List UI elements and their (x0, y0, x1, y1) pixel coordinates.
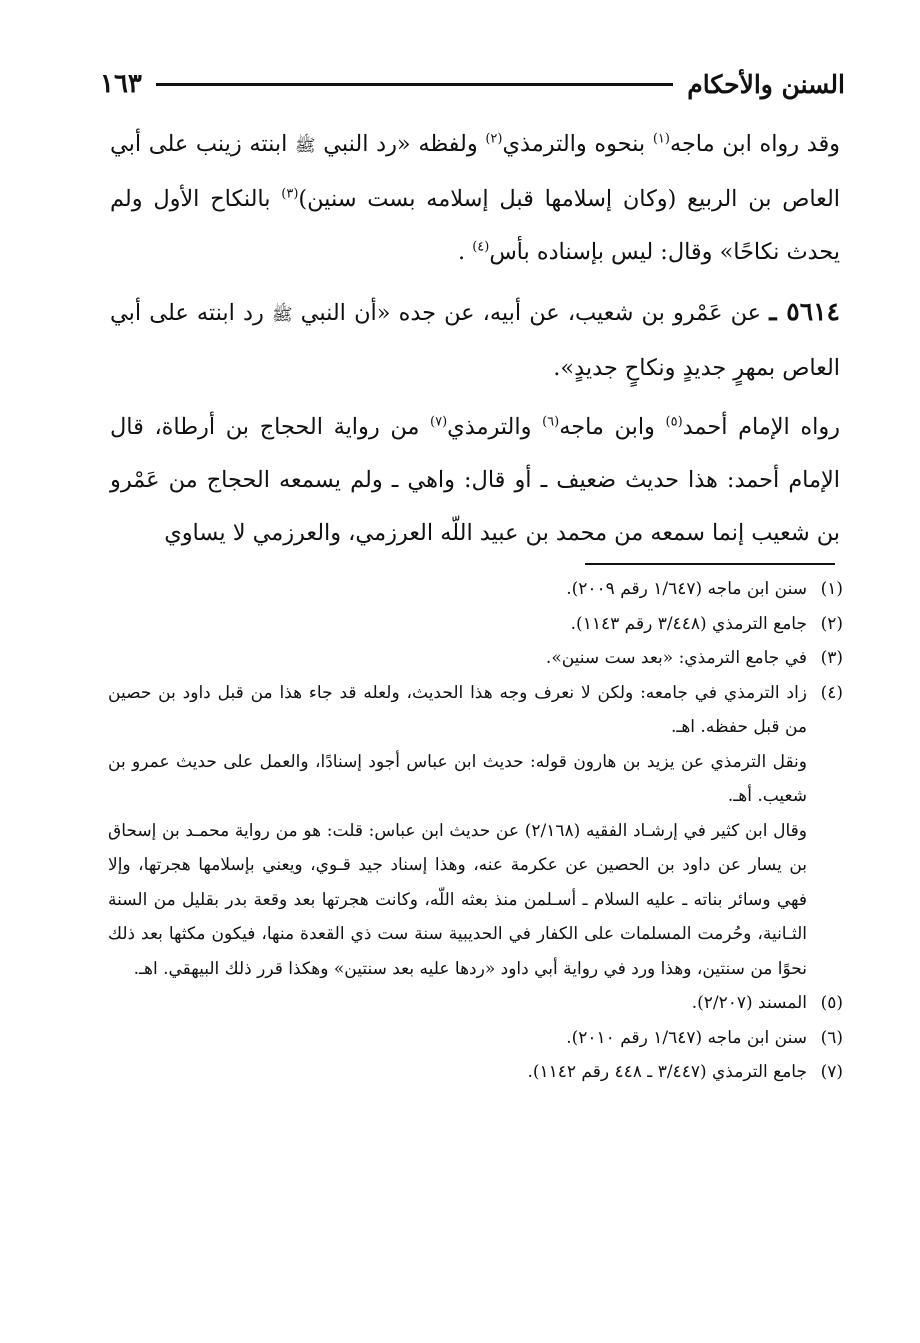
footnote-ref: (١) (652, 131, 670, 147)
footnote-ref: (٦) (542, 414, 560, 430)
footnote-continuation (108, 814, 843, 987)
hadith-number: ٥٦١٤ ـ (769, 297, 840, 326)
footnote (108, 1021, 843, 1056)
footnote-separator (585, 563, 835, 565)
text-run: رد ابنته على أبي العاص بمهرٍ جديدٍ ونكاحٍ جديدٍ». (110, 300, 840, 381)
footnote-number: (٣) (820, 648, 843, 668)
footnote-text: سنن ابن ماجه (١/٦٤٧ رقم ٢٠١٠). (566, 1027, 807, 1048)
footnote (108, 572, 843, 607)
footnote-number: (١) (820, 579, 843, 599)
footnote-text: في جامع الترمذي: «بعد ست سنين». (545, 648, 807, 668)
footnote-ref: (٥) (665, 414, 683, 430)
salawat-glyph: ﷺ (271, 305, 293, 325)
footnote (108, 607, 843, 642)
footnote-text: ونقل الترمذي عن يزيد بن هارون قوله: حديث ابن عباس أجود إسنادًا، والعمل على حديث عمرو بن شعيب. أهـ. (108, 751, 807, 806)
header-rule (156, 83, 673, 86)
footnote-ref: (٢) (485, 131, 503, 147)
text-run: وابن ماجه (559, 414, 666, 440)
footnote (108, 986, 843, 1021)
text-run: من رواية الحجاج بن أرطاة، قال الإمام أحمد: هذا حديث ضعيف ـ أو قال: واهي ـ ولم يسمعه الحجاج من عَمْرو بن شعيب إنما سمعه من محمد بن عبيد اللّه العرزمي، والعرزمي لا يساوي (110, 414, 840, 546)
text-run: . (457, 239, 473, 265)
footnote-number: (٤) (820, 682, 843, 703)
running-title: السنن والأحكام (687, 69, 845, 99)
page-header (100, 62, 845, 106)
text-run: رواه الإمام أحمد (682, 414, 840, 440)
text-run: بنحوه والترمذي (502, 131, 653, 157)
footnote-text: جامع الترمذي (٣/٤٤٨ رقم ١١٤٣). (570, 613, 807, 634)
paragraph-3 (110, 401, 840, 560)
text-run: عن عَمْرو بن شعيب، عن أبيه، عن جده «أن النبي (292, 300, 770, 326)
paragraph-1 (110, 118, 840, 279)
footnote (108, 1055, 843, 1090)
footnote (108, 641, 843, 676)
footnote-text: المسند (٢/٢٠٧). (691, 993, 807, 1013)
footnote-number: (٥) (820, 993, 843, 1013)
footnote-number: (٧) (820, 1062, 843, 1082)
text-run: ابنته زينب على أبي العاص بن الربيع (وكان إسلامها قبل إسلامه بست سنين) (110, 131, 841, 212)
text-run: والترمذي (447, 414, 543, 440)
text-run: وقد رواه ابن ماجه (669, 131, 840, 157)
paragraph-2 (110, 285, 840, 395)
footnotes (108, 572, 843, 1090)
footnote-number: (٢) (820, 613, 843, 634)
main-text (110, 118, 840, 566)
text-run: ولفظه «رد النبي (315, 131, 486, 157)
text-run: بالنكاح الأول ولم يحدث نكاحًا» وقال: ليس بإسناده بأس (110, 186, 840, 265)
footnote-text: وقال ابن كثير في إرشـاد الفقيه (٢/١٦٨) عن حديث ابن عباس: قلت: هو من رواية محمـد بن إسحاق بن يسار عن داود بن الحصين عن عكرمة عنه، وهذا إسناد جيد قـوي، ويعني بإسلامها هجرتها، وإلا فهي وسائر بناته ـ عليه السلام ـ أسـلمن منذ بعثه اللّه، وكانت هجرتها بعد وقعة بدر بقليل من السنة الثـانية، وحُرمت المسلمات على الكفار في الحديبية سنة ست ذي القعدة منها، فيكون مكثها بعد ذلك نحوًا من سنتين، وهذا ورد في رواية أبي داود «ردها عليه بعد سنتين» وهكذا قرر ذلك البيهقي. اهـ. (108, 820, 808, 979)
footnote-text: زاد الترمذي في جامعه: ولكن لا نعرف وجه هذا الحديث، ولعله قد جاء هذا من قبل داود بن حصين من قبل حفظه. اهـ. (108, 682, 807, 737)
footnote-ref: (٣) (281, 186, 299, 202)
footnote-ref: (٧) (430, 414, 448, 430)
footnote-number: (٦) (820, 1027, 843, 1048)
footnote-text: سنن ابن ماجه (١/٦٤٧ رقم ٢٠٠٩). (566, 579, 807, 599)
footnote-text: جامع الترمذي (٣/٤٤٧ ـ ٤٤٨ رقم ١١٤٢). (527, 1062, 807, 1082)
page-number: ١٦٣ (100, 69, 142, 99)
footnote-ref: (٤) (472, 239, 490, 255)
salawat-glyph: ﷺ (295, 136, 316, 156)
footnote-continuation (108, 745, 843, 814)
footnote (108, 676, 843, 745)
